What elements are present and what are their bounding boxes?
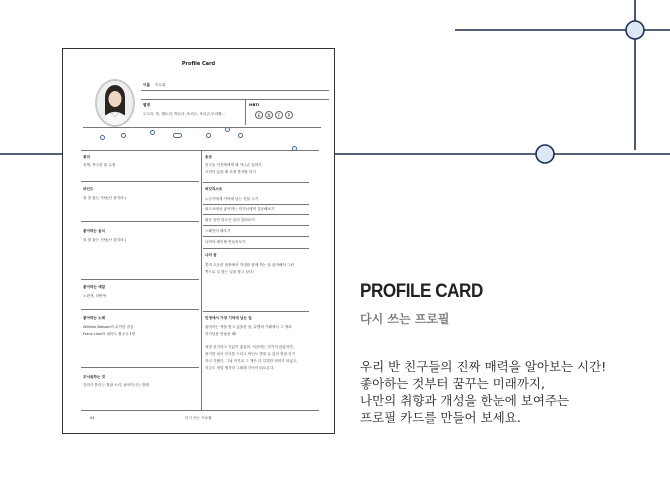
nickname-topline (141, 99, 329, 100)
memory-line: 정말 신기하고 기분이 좋았어. 처음에는 믿기지 않았지만, (205, 345, 294, 349)
memory-line: 용기를 내서 인사를 드리고 싸인도 받을 수 있어 영광 신기 (205, 352, 296, 356)
mind-label: 마인드 (83, 187, 94, 191)
deco-dot (100, 135, 105, 140)
hobby-value: 산책, 축구한 줄 수집 (83, 163, 116, 167)
bucket-line (203, 236, 309, 237)
section-divider-top (81, 150, 319, 151)
mbti-letter-4: P (285, 111, 293, 119)
bucket-list-label: 버킷리스트 (205, 187, 223, 191)
description-line: 프로필 카드를 만들어 보세요. (360, 410, 521, 425)
profile-photo (95, 79, 135, 127)
field-divider (203, 182, 309, 183)
card-title: Profile Card (181, 61, 216, 67)
profile-card-preview (62, 48, 335, 434)
field-divider (81, 221, 199, 222)
description-line: 우리 반 친구들의 진짜 매력을 알아보는 시간! (360, 359, 607, 374)
footer-divider (81, 410, 319, 411)
field-divider (81, 367, 199, 368)
bucket-line (203, 214, 309, 215)
hobby-label: 취미 (83, 155, 90, 159)
name-underline (141, 90, 329, 91)
description-line: 나만의 취향과 개성을 한눈에 보여주는 (360, 393, 570, 408)
subheading: 다시 쓰는 프로필 (360, 312, 450, 326)
nickname-value: 도도리, 똥, 햄토리, 박토리, 또리스, 또리콘,또리빵… (143, 112, 226, 116)
deco-dot (225, 127, 230, 132)
deco-dot (121, 133, 126, 138)
name-value: 이도희 (155, 83, 166, 87)
deco-dot (238, 133, 243, 138)
bucket-item: 나만의 레이텔 만들어보기 (205, 240, 246, 244)
field-divider (81, 309, 199, 310)
fear-label: 무서워하는 것 (83, 375, 106, 379)
description-line: 좋아하는 것부터 꿈꾸는 미래까지, (360, 376, 545, 391)
field-divider (81, 279, 199, 280)
page-number: 04 (90, 416, 95, 420)
mind-value: 잘 잘 잤는 사람(난 잘히라.) (83, 196, 127, 200)
mbti-letter-3: F (275, 111, 283, 119)
specialty-line: 친구들 사진에에게 배 자니손 싶하기, (205, 163, 263, 167)
favorite-food-label: 좋아하는 음식 (83, 229, 106, 233)
mbti-letter-1: E (255, 111, 263, 119)
description (360, 358, 606, 426)
fear-value: 강하가 틀리는 칠판 소리, 날아다니는 벌레 (83, 383, 149, 387)
portrait-illustration (97, 81, 133, 125)
memory-line: 작가님을 만났을 때! (205, 332, 237, 336)
dot-guide-line (83, 127, 321, 128)
bucket-item: 퍼트코에서 좋아하는 작가님에게 질문해보기 (205, 207, 275, 211)
deco-pill (173, 133, 182, 138)
bucket-item: 좌투 동안 한도큰 알리 달려보기 (205, 218, 255, 222)
memory-label: 인생에서 가장 기억에 남는 일 (205, 316, 252, 320)
field-divider (203, 311, 309, 312)
bucket-item: 스페인어 배우기 (205, 229, 231, 233)
deco-dot (150, 130, 155, 135)
field-divider (203, 248, 309, 249)
deco-dot (206, 133, 211, 138)
memory-line: 하고 기뻤다. 그날 이후로 그 책은 더 특별한 의미가 되었고, (205, 359, 298, 363)
name-label: 이름 (143, 83, 150, 87)
favorite-color-label: 좋아하는 색깔 (83, 285, 106, 289)
nickname-mbti-divider (245, 99, 246, 125)
bucket-line (203, 225, 309, 226)
favorite-song-label: 좋아하는 노래 (83, 316, 106, 320)
field-divider (81, 181, 199, 182)
bucket-line (203, 204, 309, 205)
mbti-label: MBTI (249, 103, 260, 107)
favorite-color-value: 노란색, 하얀색 (83, 294, 107, 298)
favorite-song-value-2: Franz Liszt의 피아노 협주곡 1번 (83, 332, 136, 336)
favorite-food-value: 잘 잘 잤는 사람(난 잘히라.) (83, 238, 127, 242)
dream-line: 쪽으로 일 찾는 일을 찾고 싶다! (205, 270, 254, 274)
node-circle-top (626, 21, 644, 39)
mbti-letter-2: N (265, 111, 273, 119)
column-divider (201, 150, 202, 410)
bucket-item: 누군가에게 기억에 남는 선물 주기 (205, 197, 259, 201)
memory-line: 지금도 정말 생각하 그레레 기억이 떠오른다. (205, 366, 275, 370)
dream-line: 혼자 초등한 집중에서 지내를 함께 하는 꿈 좋아해서 그런 (205, 263, 294, 267)
specialty-line: 고민이 있을 때 조게 혼자할 하기 (205, 170, 256, 174)
dream-label: 나의 꿈 (205, 253, 217, 257)
footer-title: 다시 쓰는 프로필 (185, 416, 212, 420)
node-circle-middle (536, 145, 554, 163)
nickname-label: 별명 (143, 103, 150, 107)
memory-line: 좋아하는 색을 찾고 있을한 날, 무엔의 카페에서 그 책과 (205, 325, 292, 329)
favorite-song-value: William Balsom의 무이한 꿈꿈 (83, 325, 134, 329)
specialty-label: 송곳 (205, 155, 212, 159)
heading: PROFILE CARD (360, 281, 483, 302)
